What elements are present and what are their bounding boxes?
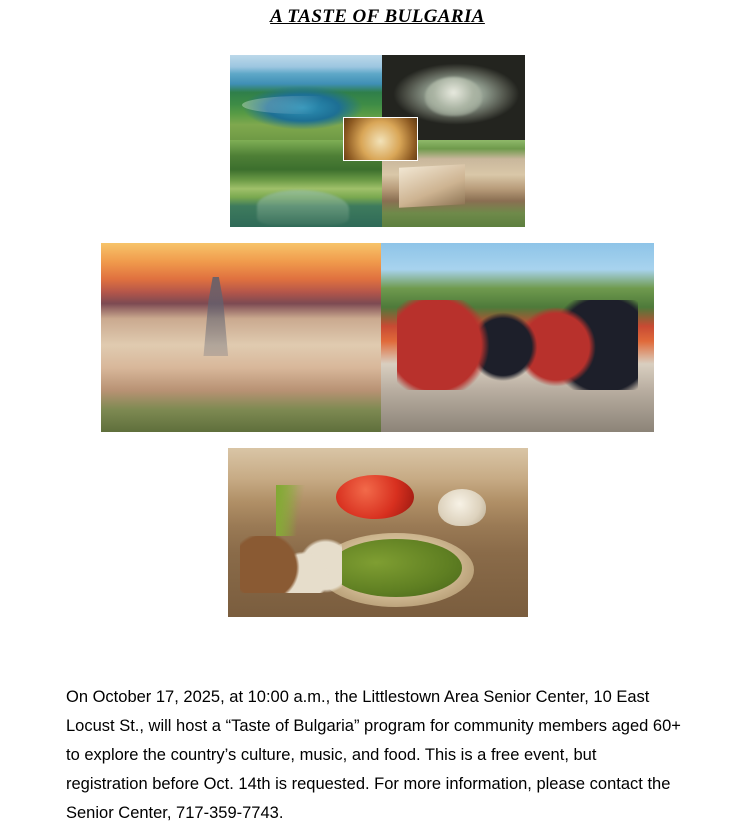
page-title: A TASTE OF BULGARIA	[270, 6, 485, 27]
bulgarian-dish-inset-photo	[343, 117, 418, 161]
roasted-peppers-plate-photo	[228, 448, 528, 617]
spice-bowls-detail	[240, 536, 342, 593]
nature-and-architecture-collage	[230, 55, 525, 227]
city-and-folklore-collage	[101, 243, 654, 432]
bulgarian-food-collage	[228, 448, 528, 617]
garlic-detail	[438, 489, 486, 526]
folk-costumes-photo	[381, 243, 654, 432]
event-description-paragraph: On October 17, 2025, at 10:00 a.m., the Littlestown Area Senior Center, 10 East Locust St., will host a “Taste of Bulgaria” program for community members aged 60+ to explore the country’s culture, music, and food. This is a free event, but registration before Oct. 14th is requested. For more information, please contact the Senior Center, 717-359-7743.	[66, 687, 681, 822]
tomato-detail	[336, 475, 414, 519]
city-sunset-skyline-photo	[101, 243, 381, 432]
